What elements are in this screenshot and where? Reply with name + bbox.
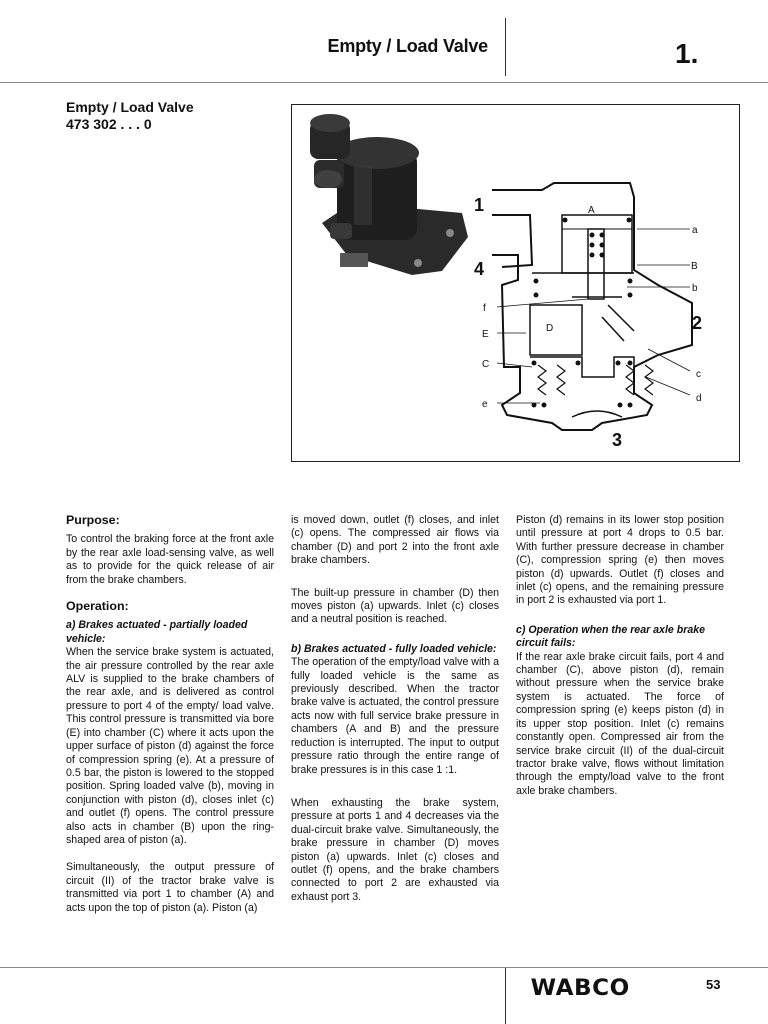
label-E: E	[482, 329, 489, 340]
chamber-a-label: A	[588, 205, 595, 216]
header-title: Empty / Load Valve	[327, 36, 488, 56]
footer-rule	[0, 967, 768, 968]
purpose-text: To control the braking force at the front axle by the rear axle load-sensing valve, as well as to provide for the quick release of air from the brake chambers.	[66, 533, 274, 586]
label-c: c	[696, 369, 701, 380]
valve-photo	[310, 114, 468, 275]
port-4-label: 4	[474, 259, 485, 279]
label-b: b	[692, 283, 698, 294]
subheading-c: c) Operation when the rear axle brake circuit fails:	[516, 623, 705, 650]
port-1-label: 1	[474, 195, 485, 215]
text-column-2	[291, 514, 499, 917]
section-title	[66, 99, 194, 133]
paragraph: If the rear axle brake circuit fails, port 4 and chamber (C), above piston (d), remain without pressure when the service brake system is actuated. The force of compression spring (e) keeps piston (d) in its upper stop position. Inlet (c) remains constantly open. Compressed air from the service brake circuit (II) of the dual-circuit tractor brake valve, flows without limitation through the empty/load valve to the front axle brake chambers.	[516, 650, 724, 797]
paragraph: When exhausting the brake system, pressure at ports 1 and 4 decreases via the dual-circuit brake valve. Simultaneously, the brake pressure in chamber (D) moves piston (a) upwards. Inlet (c) closes and outlet (f) opens, and the brake chambers connected to port 2 are exhausted via exhaust port 3.	[291, 796, 499, 903]
label-f: f	[483, 303, 486, 314]
header-divider	[505, 18, 506, 76]
paragraph: The built-up pressure in chamber (D) then moves piston (a) upwards. Inlet (c) closes and a neutral position is reached.	[291, 586, 499, 626]
footer-divider	[505, 968, 506, 1024]
text-column-3	[516, 514, 724, 811]
label-C: C	[482, 359, 490, 370]
valve-illustration	[292, 105, 739, 461]
paragraph: Piston (d) remains in its lower stop position until pressure at port 4 drops to 0.5 bar. With further pressure decrease in chamber (C), compression spring (e) then moves piston (d) upwards. Outlet (f) closes and inlet (c) opens, and the remaining pressure in port 2 is exhausted via port 1.	[516, 514, 724, 607]
chamber-b-label: B	[691, 261, 698, 272]
text-column-1	[66, 514, 274, 928]
valve-figure	[291, 104, 740, 462]
section-name: Empty / Load Valve	[66, 99, 194, 115]
label-d: d	[696, 393, 702, 404]
subheading-b: b) Brakes actuated - fully loaded vehicle:	[291, 642, 497, 655]
operation-heading: Operation:	[66, 599, 129, 614]
port-3-label: 3	[612, 430, 623, 450]
chamber-d-label: D	[546, 323, 554, 334]
brand-logo: WABCO	[530, 976, 630, 1001]
purpose-heading: Purpose:	[66, 513, 120, 527]
header-rule	[0, 82, 768, 83]
chapter-number: 1.	[675, 38, 699, 69]
label-a: a	[692, 225, 698, 236]
subheading-a: a) Brakes actuated - partially loaded vehicle:	[66, 619, 248, 645]
paragraph: Simultaneously, the output pressure of circuit (II) of the tractor brake valve is transmitted via port 1 to chamber (A) and acts upon the top of piston (a). Piston (a)	[66, 861, 274, 914]
paragraph: is moved down, outlet (f) closes, and inlet (c) opens. The compressed air flows via chamber (D) and port 2 into the front axle brake chambers.	[291, 514, 499, 567]
valve-section-diagram	[492, 183, 692, 430]
label-e: e	[482, 399, 488, 410]
paragraph: When the service brake system is actuated, the air pressure controlled by the rear axle ALV is supplied to the brake chambers of the rear axle, and is delivered as control pressure to port 4 of the empty/ load valve. This control pressure is transmitted via bore (E) into chamber (C) where it acts upon the upper surface of piston (d) against the force of compression spring (e). At a pressure of 0.5 bar, the piston is lowered to the stopped position. Spring loaded valve (b), moving in conjunction with piston (d), closes inlet (c) and outlet (f) opens. The control pressure also acts in chamber (B) upon the ring-shaped area of piston (a).	[66, 646, 274, 846]
part-number: 473 302 . . . 0	[66, 116, 152, 132]
page-number: 53	[706, 977, 721, 992]
paragraph: The operation of the empty/load valve with a fully loaded vehicle is the same as previously described. When the tractor brake valve is actuated, the control pressure acts now with full service brake pressure in chambers (A and B) and the pressure reduction is interrupted. The input to output pressure ratio through the entire range of brake pressures is in this case 1 :1.	[291, 656, 499, 776]
port-2-label: 2	[692, 313, 703, 333]
